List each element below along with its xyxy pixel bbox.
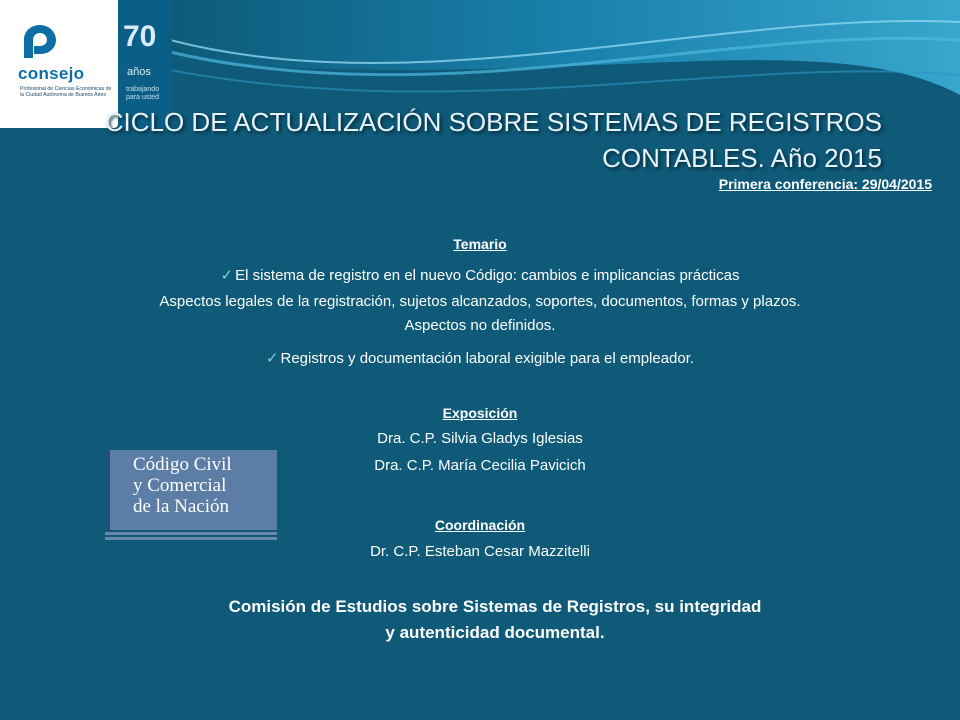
title-line-1: CICLO DE ACTUALIZACIÓN SOBRE SISTEMAS DE REGISTROS [104, 107, 882, 137]
temario-item-2 [0, 349, 960, 367]
checkmark-icon: ✓ [220, 267, 234, 284]
logo-subtitle: Profesional de Ciencias Económicas de la Ciudad Autónoma de Buenos Aires [20, 86, 112, 98]
book-stripe [105, 537, 277, 540]
logo-brand-text: consejo [18, 64, 85, 83]
checkmark-icon: ✓ [265, 350, 279, 367]
temario-item-2-text: Registros y documentación laboral exigible para el empleador. [280, 350, 695, 367]
speaker-1: Dra. C.P. Silvia Gladys Iglesias [377, 430, 583, 447]
anniversary-tagline: trabajando para usted [126, 86, 160, 101]
anniversary-word: años [127, 66, 151, 78]
book-cover [105, 450, 277, 530]
book-title-line-2: y Comercial [133, 475, 227, 496]
temario-item-1 [0, 266, 960, 284]
page-title [100, 104, 882, 176]
commission-name [0, 594, 960, 646]
book-title-line-3: de la Nación [133, 496, 230, 517]
title-line-2: CONTABLES. Año 2015 [602, 143, 882, 173]
commission-line-2: y autenticidad documental. [385, 623, 605, 642]
speaker-2: Dra. C.P. María Cecilia Pavicich [374, 457, 586, 474]
temario-item-1-detail: Aspectos legales de la registración, sujetos alcanzados, soportes, documentos, formas y plazos. [159, 293, 801, 310]
anniversary-number: 70 [123, 20, 157, 53]
commission-line-1: Comisión de Estudios sobre Sistemas de Registros, su integridad [228, 597, 762, 616]
coordinator-name: Dr. C.P. Esteban Cesar Mazzitelli [370, 543, 590, 560]
codigo-civil-book-image [105, 450, 277, 540]
book-title-line-1: Código Civil [133, 454, 232, 475]
temario-item-1-detail-2: Aspectos no definidos. [404, 317, 556, 334]
coordinacion-heading: Coordinación [434, 517, 526, 533]
exposicion-heading: Exposición [442, 405, 518, 421]
first-conference-date: Primera conferencia: 29/04/2015 [718, 176, 932, 192]
temario-item-1-text: El sistema de registro en el nuevo Código: cambios e implicancias prácticas [235, 267, 740, 284]
book-stripe [105, 532, 277, 535]
consejo-logo-icon [20, 22, 60, 62]
temario-heading: Temario [453, 236, 507, 252]
